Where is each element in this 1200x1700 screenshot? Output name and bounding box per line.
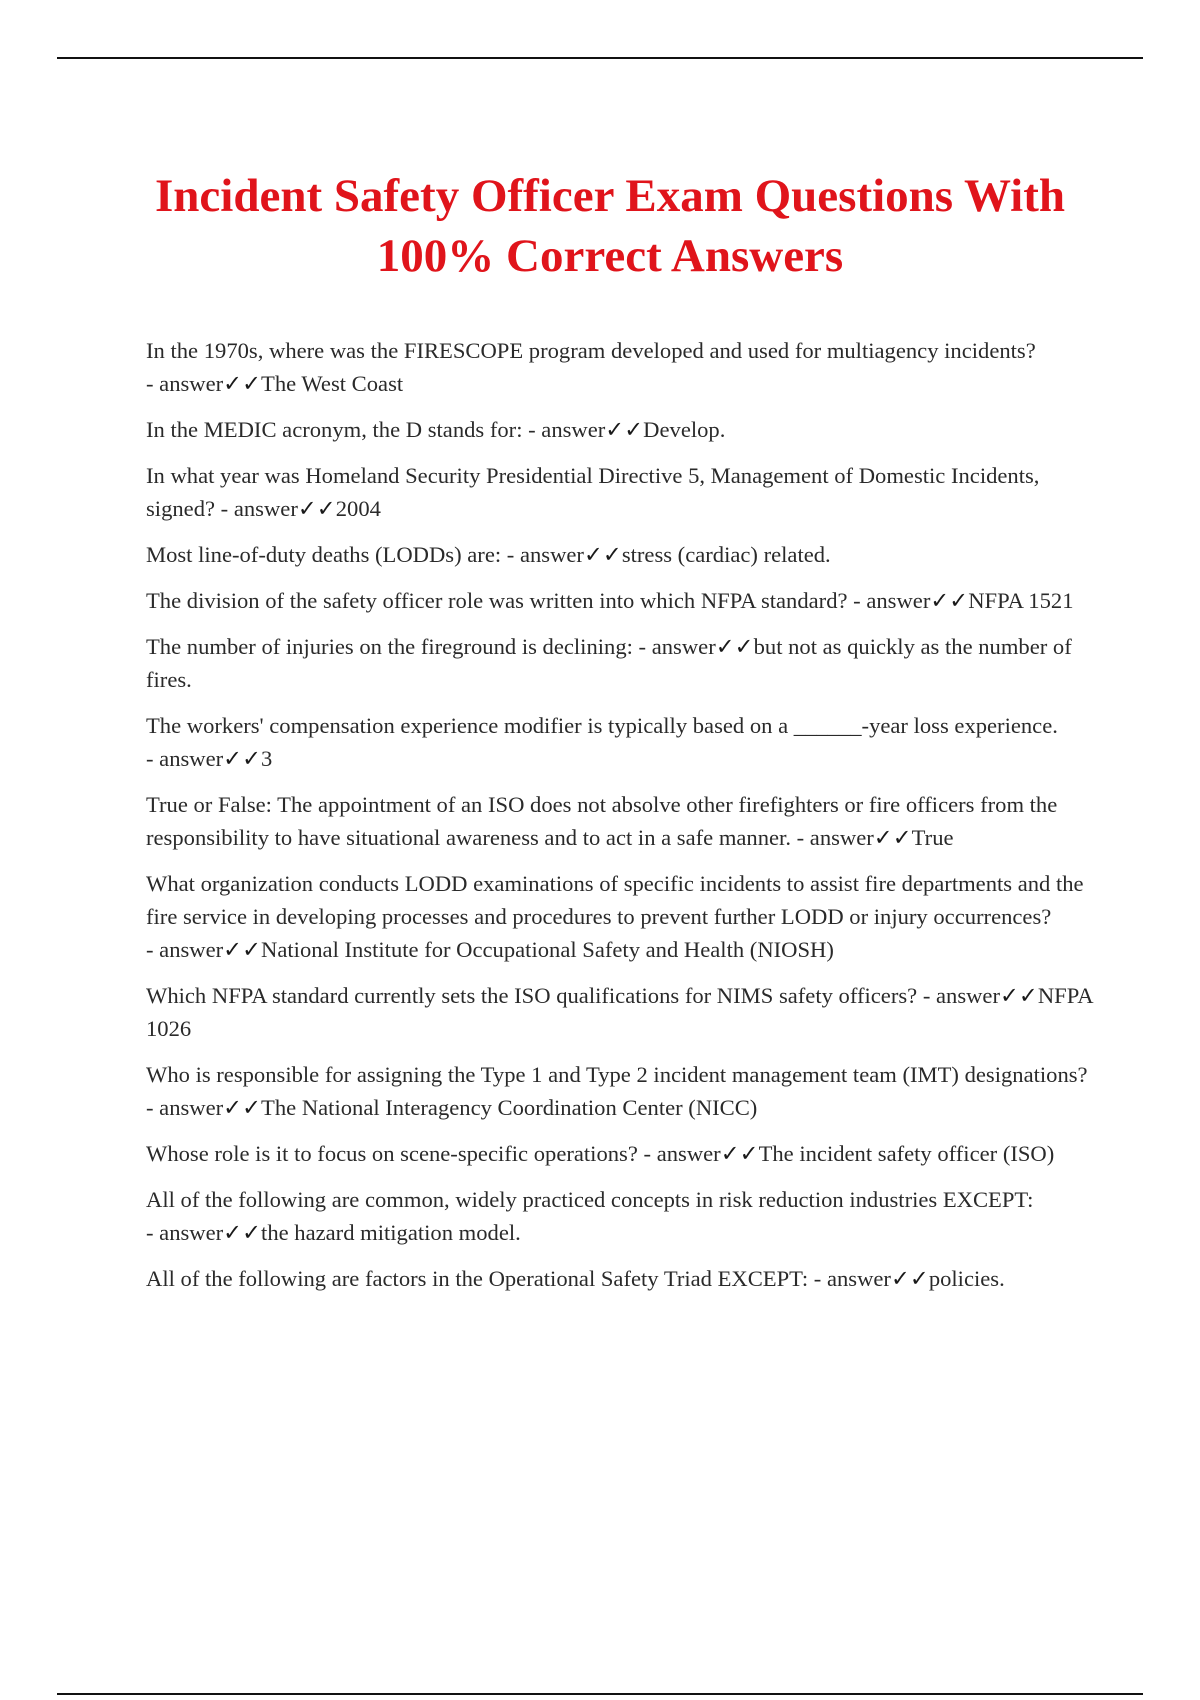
qa-item bbox=[146, 1137, 1106, 1170]
question-text: The division of the safety officer role was written into which NFPA standard? bbox=[146, 588, 848, 613]
double-check-icon: ✓✓ bbox=[873, 825, 912, 850]
answer-text: National Institute for Occupational Safety and Health (NIOSH) bbox=[261, 937, 834, 962]
question-text: What organization conducts LODD examinations of specific incidents to assist fire departments and the fire service in developing processes and procedures to prevent further LODD or injury occurrences? bbox=[146, 871, 1084, 929]
double-check-icon: ✓✓ bbox=[297, 496, 336, 521]
question-text: True or False: The appointment of an ISO does not absolve other firefighters or fire officers from the responsibility to have situational awareness and to act in a safe manner. bbox=[146, 792, 1058, 850]
question-text: In what year was Homeland Security Presidential Directive 5, Management of Domestic Incidents, signed? bbox=[146, 463, 1040, 521]
qa-item bbox=[146, 334, 1106, 400]
double-check-icon: ✓✓ bbox=[930, 588, 969, 613]
answer-text: 3 bbox=[261, 746, 273, 771]
qa-item bbox=[146, 584, 1106, 617]
answer-text: 2004 bbox=[335, 496, 381, 521]
answer-text: stress (cardiac) related. bbox=[621, 542, 831, 567]
answer-separator: - answer bbox=[790, 825, 874, 850]
qa-item bbox=[146, 459, 1106, 525]
answer-separator: - answer bbox=[215, 496, 298, 521]
answer-text: The West Coast bbox=[261, 371, 404, 396]
answer-separator: - answer bbox=[146, 1095, 224, 1120]
qa-item bbox=[146, 979, 1106, 1045]
answer-text: the hazard mitigation model. bbox=[261, 1220, 521, 1245]
qa-item bbox=[146, 538, 1106, 571]
answer-text: policies. bbox=[928, 1266, 1005, 1291]
question-text: The workers' compensation experience modifier is typically based on a ______-year loss experience. bbox=[146, 713, 1058, 738]
answer-text: The National Interagency Coordination Center (NICC) bbox=[261, 1095, 758, 1120]
qa-item bbox=[146, 709, 1106, 775]
question-text: In the MEDIC acronym, the D stands for: bbox=[146, 417, 523, 442]
qa-item bbox=[146, 630, 1106, 696]
answer-text: The incident safety officer (ISO) bbox=[758, 1141, 1055, 1166]
qa-item bbox=[146, 788, 1106, 854]
double-check-icon: ✓✓ bbox=[890, 1266, 929, 1291]
double-check-icon: ✓✓ bbox=[720, 1141, 759, 1166]
double-check-icon: ✓✓ bbox=[605, 417, 644, 442]
answer-text: but not as quickly as the number of fires. bbox=[146, 634, 1072, 692]
question-text: All of the following are factors in the Operational Safety Triad EXCEPT: bbox=[146, 1266, 809, 1291]
qa-list bbox=[146, 334, 1106, 1308]
answer-separator: - answer bbox=[808, 1266, 891, 1291]
qa-item bbox=[146, 1262, 1106, 1295]
double-check-icon: ✓✓ bbox=[223, 371, 262, 396]
answer-text: NFPA 1026 bbox=[146, 983, 1093, 1041]
answer-separator: - answer bbox=[632, 634, 716, 659]
answer-separator: - answer bbox=[917, 983, 1000, 1008]
question-text: Which NFPA standard currently sets the ISO qualifications for NIMS safety officers? bbox=[146, 983, 918, 1008]
question-text: Whose role is it to focus on scene-specific operations? bbox=[146, 1141, 638, 1166]
double-check-icon: ✓✓ bbox=[223, 937, 262, 962]
question-text: Who is responsible for assigning the Type 1 and Type 2 incident management team (IMT) designations? bbox=[146, 1062, 1088, 1087]
answer-separator: - answer bbox=[522, 417, 606, 442]
question-text: All of the following are common, widely practiced concepts in risk reduction industries EXCEPT: bbox=[146, 1187, 1034, 1212]
answer-separator: - answer bbox=[146, 937, 224, 962]
answer-separator: - answer bbox=[501, 542, 584, 567]
double-check-icon: ✓✓ bbox=[223, 746, 262, 771]
qa-item bbox=[146, 867, 1106, 966]
bottom-rule bbox=[57, 1693, 1143, 1695]
qa-item bbox=[146, 413, 1106, 446]
question-text: The number of injuries on the fireground is declining: bbox=[146, 634, 633, 659]
question-text: Most line-of-duty deaths (LODDs) are: bbox=[146, 542, 502, 567]
answer-separator: - answer bbox=[146, 1220, 224, 1245]
answer-separator: - answer bbox=[637, 1141, 721, 1166]
question-text: In the 1970s, where was the FIRESCOPE program developed and used for multiagency incidents? bbox=[146, 338, 1036, 363]
double-check-icon: ✓✓ bbox=[223, 1095, 262, 1120]
answer-text: NFPA 1521 bbox=[968, 588, 1074, 613]
qa-item bbox=[146, 1058, 1106, 1124]
document-title: Incident Safety Officer Exam Questions With 100% Correct Answers bbox=[155, 170, 1065, 282]
answer-separator: - answer bbox=[146, 371, 224, 396]
answer-separator: - answer bbox=[847, 588, 931, 613]
double-check-icon: ✓✓ bbox=[223, 1220, 262, 1245]
top-rule bbox=[57, 57, 1143, 59]
double-check-icon: ✓✓ bbox=[999, 983, 1038, 1008]
double-check-icon: ✓✓ bbox=[583, 542, 622, 567]
double-check-icon: ✓✓ bbox=[715, 634, 754, 659]
answer-text: Develop. bbox=[643, 417, 726, 442]
qa-item bbox=[146, 1183, 1106, 1249]
answer-text: True bbox=[911, 825, 954, 850]
answer-separator: - answer bbox=[146, 746, 224, 771]
